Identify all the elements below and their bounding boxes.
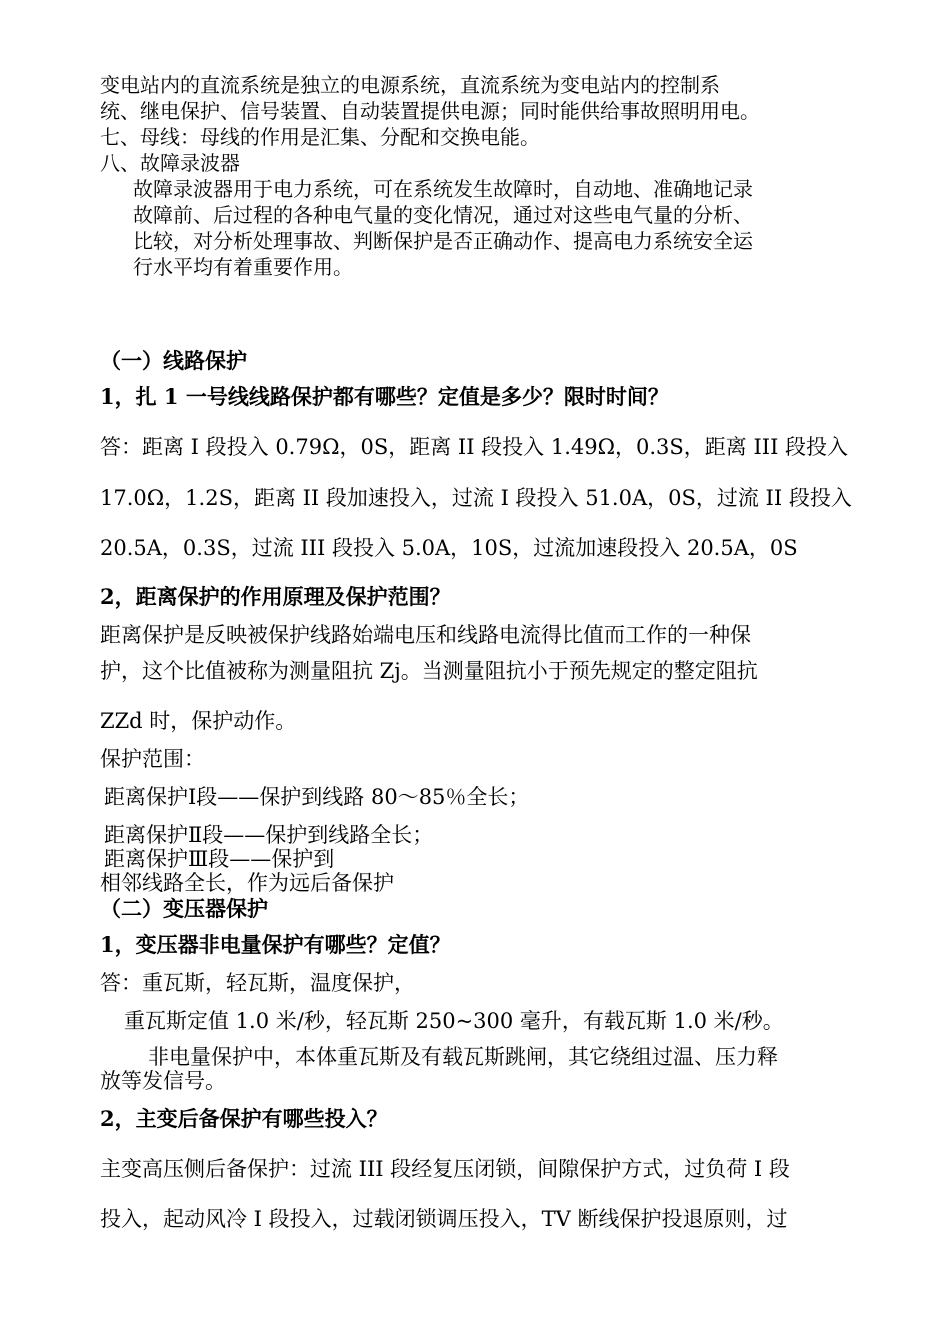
sec2-question-2: 2，主变后备保护有哪些投入？: [100, 1106, 388, 1131]
protection-range-label: 保护范围：: [100, 747, 205, 771]
sec2-answer-1: 答：重瓦斯，轻瓦斯，温度保护，: [100, 971, 415, 995]
sec1-answer-1-line-1: 答：距离 I 段投入 0.79Ω，0S，距离 II 段投入 1.49Ω，0.3S，距离 III 段投入: [100, 435, 849, 459]
intro-recorder-title: 八、故障录波器: [100, 151, 240, 175]
sec2-answer-1-values: 重瓦斯定值 1.0 米/秒，轻瓦斯 250~300 毫升，有载瓦斯 1.0 米/秒。: [124, 1009, 784, 1033]
recorder-para-line-4: 行水平均有着重要作用。: [133, 255, 353, 279]
range-zone-2: 距离保护Ⅱ段——保护到线路全长；: [104, 823, 434, 847]
sec1-answer-2-line-1: 距离保护是反映被保护线路始端电压和线路电流得比值而工作的一种保: [100, 623, 751, 647]
sec1-answer-2-line-2: 护，这个比值被称为测量阻抗 Zj。当测量阻抗小于预先规定的整定阻抗: [100, 659, 758, 683]
intro-line-2: 统、继电保护、信号装置、自动装置提供电源；同时能供给事故照明用电。: [100, 99, 760, 123]
recorder-para-line-3: 比较，对分析处理事故、判断保护是否正确动作、提高电力系统安全运: [133, 229, 753, 253]
range-zone-3: 距离保护Ⅲ段——保护到: [104, 847, 335, 871]
sec1-question-1: 1，扎 1 一号线线路保护都有哪些？定值是多少？限时时间？: [100, 384, 669, 409]
recorder-para-line-2: 故障前、后过程的各种电气量的变化情况，通过对这些电气量的分析、: [133, 203, 753, 227]
sec2-question-1: 1，变压器非电量保护有哪些？定值？: [100, 932, 451, 957]
section-2-heading: （二）变压器保护: [100, 896, 268, 921]
intro-line-1: 变电站内的直流系统是独立的电源系统，直流系统为变电站内的控制系: [100, 73, 720, 97]
range-zone-3-continued: 相邻线路全长，作为远后备保护: [100, 871, 394, 895]
sec1-answer-1-line-3: 20.5A，0.3S，过流 III 段投入 5.0A，10S，过流加速段投入 20.5A，0S: [100, 536, 798, 560]
sec2-answer-1-note-line-1: 非电量保护中，本体重瓦斯及有载瓦斯跳闸，其它绕组过温、压力释: [148, 1045, 778, 1069]
intro-busbar: 七、母线：母线的作用是汇集、分配和交换电能。: [100, 125, 540, 149]
sec1-answer-2-line-3: ZZd 时，保护动作。: [100, 709, 297, 733]
sec1-answer-1-line-2: 17.0Ω，1.2S，距离 II 段加速投入，过流 I 段投入 51.0A，0S，过流 II 段投入: [100, 486, 852, 510]
sec2-answer-1-note-line-2: 放等发信号。: [100, 1069, 226, 1093]
range-zone-1: 距离保护Ⅰ段——保护到线路 80～85％全长；: [104, 785, 530, 809]
section-1-heading: （一）线路保护: [100, 348, 247, 373]
sec2-answer-2-line-2: 投入，起动风冷 I 段投入，过载闭锁调压投入，TV 断线保护投退原则，过: [100, 1207, 788, 1231]
recorder-para-line-1: 故障录波器用于电力系统，可在系统发生故障时，自动地、准确地记录: [133, 177, 753, 201]
sec2-answer-2-line-1: 主变高压侧后备保护：过流 III 段经复压闭锁，间隙保护方式，过负荷 I 段: [100, 1157, 790, 1181]
sec1-question-2: 2，距离保护的作用原理及保护范围？: [100, 584, 451, 609]
